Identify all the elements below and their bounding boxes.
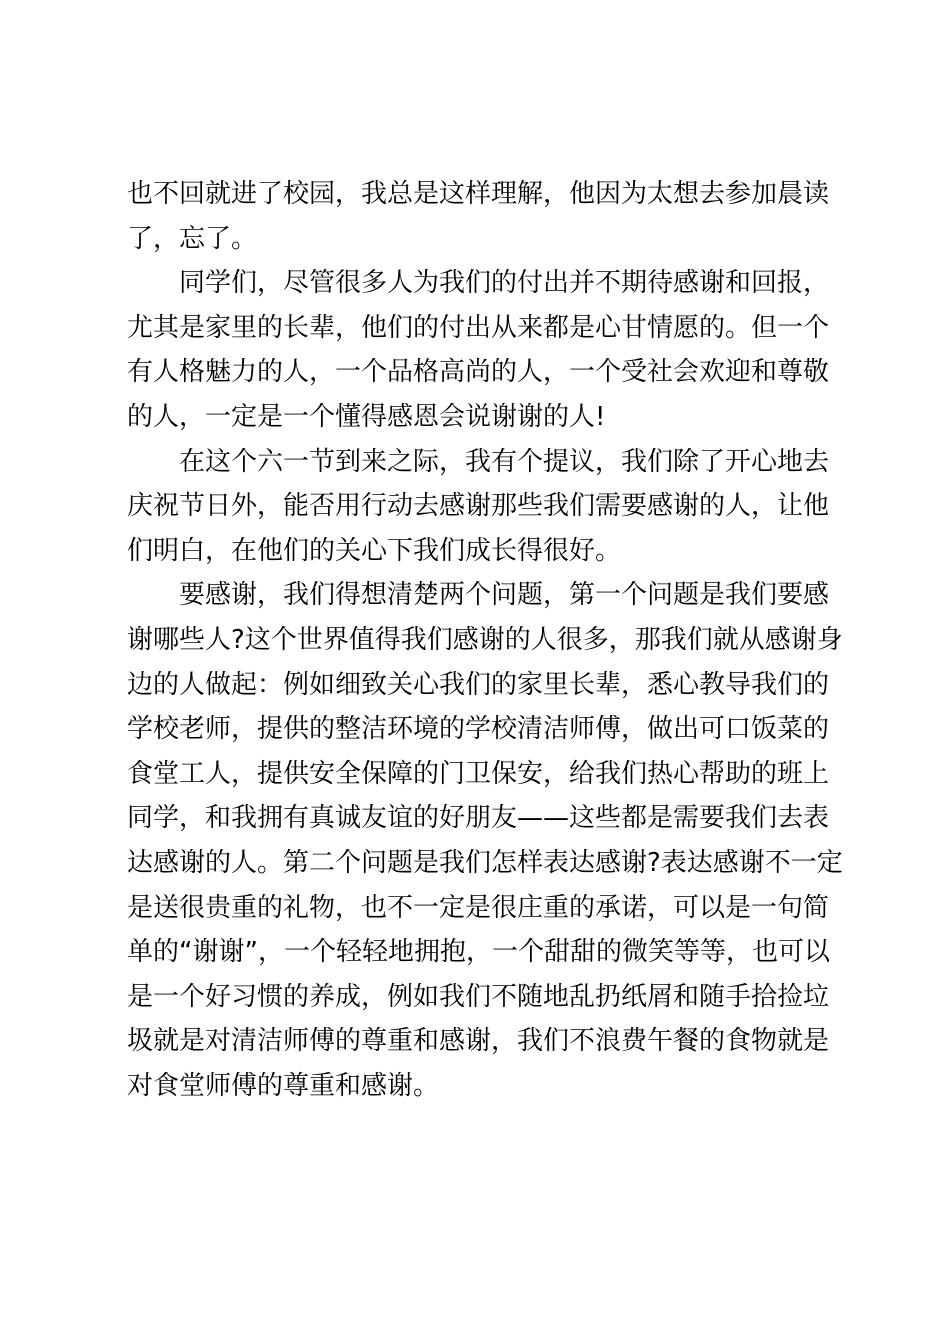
text-line: 同学，和我拥有真诚友谊的好朋友——这些都是需要我们去表 — [127, 803, 830, 834]
text-line: 学校老师，提供的整洁环境的学校清洁师傅，做出可口饭菜的 — [127, 714, 830, 745]
text-line: 边的人做起：例如细致关心我们的家里长辈，悉心教导我们的 — [127, 669, 830, 700]
text-line: 也不回就进了校园，我总是这样理解，他因为太想去参加晨读 — [127, 179, 830, 209]
text-line: 庆祝节日外，能否用行动去感谢那些我们需要感谢的人，让他 — [127, 491, 830, 522]
paragraph-start-line: 同学们，尽管很多人为我们的付出并不期待感谢和回报， — [179, 268, 830, 299]
paragraph-start-line: 要感谢，我们得想清楚两个问题，第一个问题是我们要感 — [179, 580, 830, 611]
text-line: 们明白，在他们的关心下我们成长得很好。 — [127, 535, 622, 566]
text-line: 了，忘了。 — [127, 223, 258, 254]
text-line: 是送很贵重的礼物，也不一定是很庄重的承诺，可以是一句简 — [127, 892, 830, 923]
text-line: 尤其是家里的长辈，他们的付出从来都是心甘情愿的。但一个 — [127, 312, 830, 343]
paragraph-start-line: 在这个六一节到来之际，我有个提议，我们除了开心地去 — [179, 446, 830, 477]
text-line: 达感谢的人。第二个问题是我们怎样表达感谢?表达感谢不一定 — [127, 847, 843, 878]
text-line: 谢哪些人?这个世界值得我们感谢的人很多，那我们就从感谢身 — [127, 624, 843, 655]
document-body — [127, 172, 843, 1108]
text-line: 是一个好习惯的养成，例如我们不随地乱扔纸屑和随手拾捡垃 — [127, 981, 830, 1012]
text-line: 有人格魅力的人，一个品格高尚的人，一个受社会欢迎和尊敬 — [127, 357, 830, 388]
text-line: 圾就是对清洁师傅的尊重和感谢，我们不浪费午餐的食物就是 — [127, 1026, 830, 1057]
text-line: 对食堂师傅的尊重和感谢。 — [127, 1070, 440, 1101]
text-line: 食堂工人，提供安全保障的门卫保安，给我们热心帮助的班上 — [127, 758, 830, 789]
text-line: 的人，一定是一个懂得感恩会说谢谢的人! — [127, 401, 606, 432]
text-line: 单的“谢谢”，一个轻轻地拥抱，一个甜甜的微笑等等，也可以 — [127, 937, 830, 968]
